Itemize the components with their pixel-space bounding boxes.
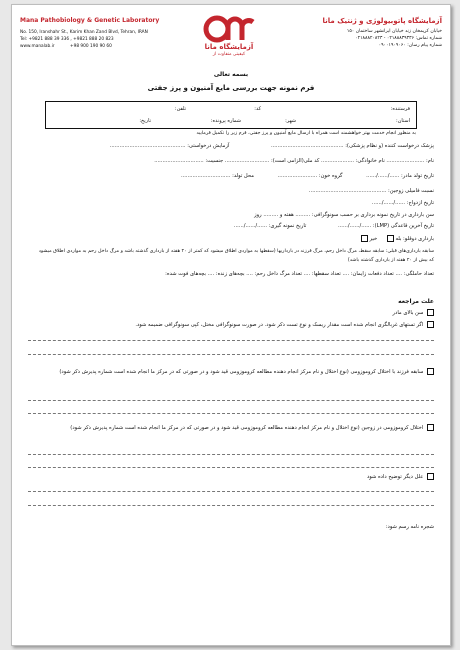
reason-2-checkbox[interactable]	[427, 321, 434, 328]
doctor-row[interactable]: پزشک درخواست کننده (و نظام پزشکی): ............................................ آزمایش درخواستی: ..............................................	[109, 143, 434, 149]
answer-line[interactable]	[28, 454, 434, 455]
reason-4-label: اختلال کروموزومی در زوجین (نوع اختلال و نام مرکز انجام دهنده مطالعه کروموزومی قید شود و در صورتی که در مرکز ما انجام شده است شماره پذیرش ذکر شود)	[70, 425, 424, 431]
reason-4-checkbox[interactable]	[427, 424, 434, 431]
sender-info-box	[45, 101, 417, 129]
birth-row[interactable]: تاریخ تولد مادر: ....../....../...... گروه خون: ........................ محل تولد: ..............................	[180, 173, 434, 179]
sender-label[interactable]: فرستنده:	[390, 106, 410, 112]
city-label[interactable]: شهر:	[285, 118, 296, 124]
surname-label: نام خانوادگی:	[355, 158, 385, 164]
reason-5-row[interactable]	[367, 473, 434, 480]
marriage-row[interactable]: تاریخ ازدواج: ....../....../......	[371, 200, 434, 206]
answer-line[interactable]	[28, 467, 434, 468]
reason-2-row[interactable]	[135, 321, 434, 328]
form-page	[11, 4, 451, 646]
answer-line[interactable]	[28, 491, 434, 492]
birth-date-label: تاریخ تولد مادر:	[401, 173, 434, 179]
iud-label: تعداد مرگ داخل رحم:	[254, 271, 302, 277]
twin-label: بارداری دوقلو: بله	[395, 236, 434, 242]
lmp-row[interactable]: تاریخ آخرین قاعدگی (LMP): ....../....../...... تاریخ نمونه گیری: ....../....../......	[233, 223, 434, 229]
consanguinity-label: نسبت فامیلی زوجین:	[388, 188, 434, 194]
doctor-label: پزشک درخواست کننده (و نظام پزشکی):	[345, 143, 434, 149]
reason-4-row[interactable]	[30, 422, 434, 434]
lmp-label: تاریخ آخرین قاعدگی (LMP):	[372, 223, 434, 229]
marriage-date-label: تاریخ ازدواج:	[406, 200, 434, 206]
gest-age-label: سن بارداری در تاریخ نمونه برداری بر حسب سونوگرافی:	[311, 212, 434, 218]
reason-5-label: علل دیگر توضیح داده شود	[366, 474, 424, 480]
reason-1-row[interactable]	[393, 309, 434, 316]
website[interactable]: www.manalab.ir	[20, 44, 55, 49]
reason-heading: علت مراجعه	[398, 298, 434, 305]
twin-yes-checkbox[interactable]	[387, 235, 394, 242]
pregnancy-history-text: سابقه بارداری‌های قبلی: سابقه سقط، مرگ داخل رحم، مرگ فرزند در بارداریها (سقطها به مواردی اطلاق میشود که کمتر از ۲۰ هفته از بارداری گذشته باشد و مرگ داخل رحم به مواردی اطلاق میشود که بیش از ۲۰ هفته از بارداری گذشته باشد)	[38, 249, 434, 263]
consanguinity-row[interactable]: نسبت فامیلی زوجین: ...............................................	[308, 188, 434, 194]
gest-age-row[interactable]: سن بارداری در تاریخ نمونه برداری بر حسب سونوگرافی: ......... هفته و ......... روز	[254, 212, 434, 218]
reason-1-checkbox[interactable]	[427, 309, 434, 316]
week-label: هفته و	[279, 212, 294, 218]
province-label[interactable]: استان:	[396, 118, 410, 124]
abortions-label: تعداد سقطها:	[311, 271, 341, 277]
living-label: بچه‌های زنده:	[215, 271, 245, 277]
intro-text: به منظور انجام خدمت بهتر خواهشمند است همراه با ارسال مایع آمنیون و پرز جفتی، فرم زیر را تکمیل فرمایید	[196, 131, 416, 136]
name-row[interactable]: نام: ....................... نام خانوادگی: .................... کد ملی(الزامی است): ........................... جنسیت: ..............................	[154, 158, 434, 164]
code-label[interactable]: کد:	[254, 106, 261, 112]
lab-logo	[199, 14, 259, 60]
birthplace-label: محل تولد:	[232, 173, 254, 179]
reason-3-row[interactable]	[30, 366, 434, 378]
sex-label: جنسیت:	[205, 158, 224, 164]
form-title: فرم نمونه جهت بررسی مایع آمنیون و پرز جفتی	[147, 84, 315, 92]
twin-no-label: خیر	[369, 236, 378, 242]
logo-mark-icon	[199, 14, 259, 46]
answer-line[interactable]	[28, 505, 434, 506]
bismillah: بسمه تعالی	[213, 71, 249, 78]
sms-fa: شماره پیام رسان: ۰۹۰۰۱۹۰۹۰۶۰	[378, 43, 442, 48]
counts-row[interactable]: تعداد حاملگی: .... تعداد دفعات زایمان: .... تعداد سقطها: .... تعداد مرگ داخل رحم: .... بچه‌های زنده: .... بچه‌های فوت شده:	[165, 271, 434, 277]
twin-row[interactable]	[359, 235, 434, 242]
address-en: No. 150, Iranshahr St., Karim Khan Zand Blvd, Tehran, IRAN	[20, 30, 148, 35]
mobile-en: +98 900 190 90 60	[70, 44, 112, 49]
national-code-label: کد ملی(الزامی است):	[270, 158, 320, 164]
lab-name-en: Mana Pathobiology & Genetic Laboratory	[20, 17, 160, 24]
twin-no-checkbox[interactable]	[361, 235, 368, 242]
answer-line[interactable]	[28, 340, 434, 341]
requested-test-label: آزمایش درخواستی:	[187, 143, 230, 149]
answer-line[interactable]	[28, 413, 434, 414]
tel-fax-en: Tel: +9821 888 39 336 , +9821 888 20 823	[20, 37, 114, 42]
reason-2-label: اگر تستهای غربالگری انجام شده است مقدار ریسک و نوع تست ذکر شود. در صورت سونوگرافی مختل، کپی سونوگرافی ضمیمه شود.	[135, 322, 424, 328]
reason-3-checkbox[interactable]	[427, 368, 434, 375]
name-label: نام:	[426, 158, 434, 164]
signature-label: شجره نامه رسم شود:	[385, 524, 434, 530]
sampling-date-label: تاریخ نمونه گیری:	[268, 223, 307, 229]
reason-5-checkbox[interactable]	[427, 473, 434, 480]
reason-3-label: سابقه فرزند با اختلال کروموزومی (نوع اختلال و نام مرکز انجام دهنده مطالعه کروموزومی قید شود و در صورتی که در مرکز ما انجام شده است شماره پذیرش ذکر شود)	[59, 369, 424, 375]
live-births-label: تعداد دفعات زایمان:	[350, 271, 394, 277]
lab-name-fa: آزمایشگاه پاتوبیولوژی و ژنتیک مانا	[322, 17, 442, 25]
answer-line[interactable]	[28, 354, 434, 355]
logo-text: آزمایشگاه مانا	[204, 43, 254, 51]
pregnancies-label: تعداد حاملگی:	[403, 271, 434, 277]
logo-subtext: کیفیتی متفاوت از	[212, 52, 246, 57]
address-fa: خیابان کریمخان زند خیابان ایرانشهر ساختمان ۱۵۰	[346, 29, 442, 34]
phone-label[interactable]: تلفن:	[174, 106, 186, 112]
file-no-label[interactable]: شماره پرونده:	[210, 118, 241, 124]
phone-fa: شماره تماس: ۰۲۱۸۸۸۳۹۳۳۶ - ۰۲۱۸۸۸۲۰۸۲۳	[355, 36, 442, 41]
blood-group-label: گروه خون:	[318, 173, 343, 179]
day-label: روز	[254, 212, 262, 218]
answer-line[interactable]	[28, 400, 434, 401]
reason-1-label: سن بالای مادر	[392, 310, 424, 316]
dead-label: بچه‌های فوت شده:	[165, 271, 206, 277]
date-label[interactable]: تاریخ:	[139, 118, 151, 124]
